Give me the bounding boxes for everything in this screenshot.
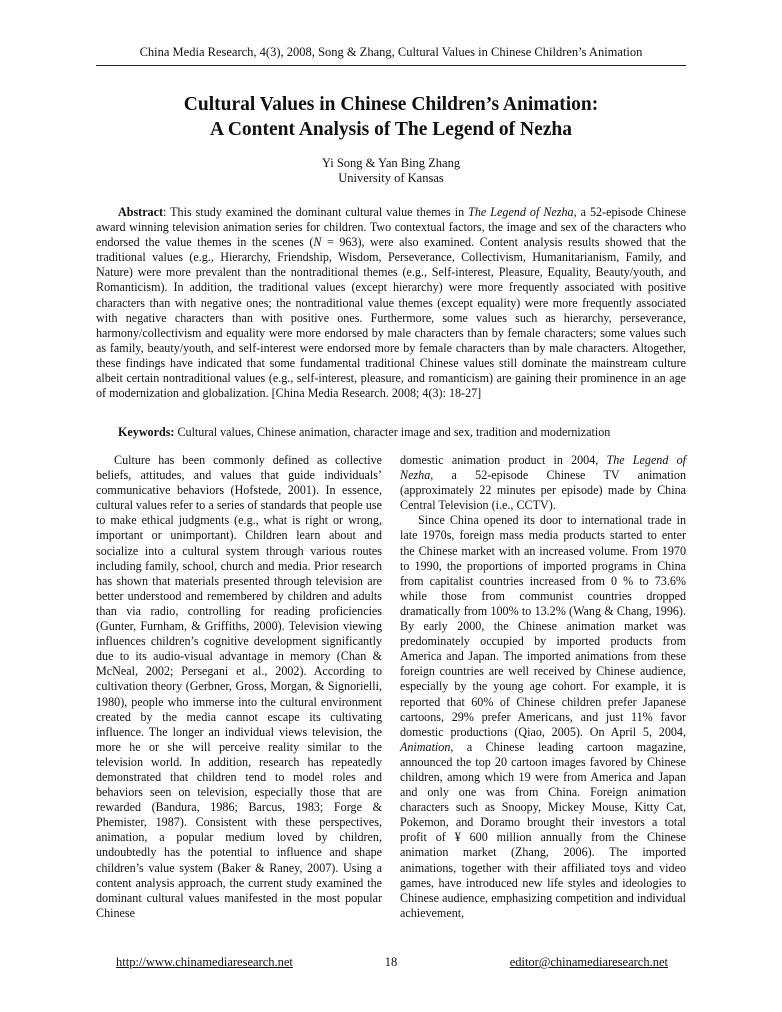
keywords-label: Keywords: bbox=[118, 425, 175, 439]
right-p2-text-a: Since China opened its door to international trade in late 1970s, foreign mass media products started to enter the Chinese market with an increased volume. From 1970 to 1990, the proportions of imported programs in China from capitalist countries increased from 0 % to 73.6% while those from communist countries dropped dramatically from 100% to 13.2% (Wang & Chang, 1996). By early 2000, the Chinese animation market was predominately occupied by imported products from America and Japan. The imported animations from these foreign countries are well received by Chinese audience, especially by the young age cohort. For example, it is reported that 60% of Chinese children prefer Japanese cartoons, 29% prefer Americans, and just 11% favor domestic productions (Qiao, 2005). On April 5, 2004, bbox=[400, 513, 686, 739]
affiliation: University of Kansas bbox=[338, 171, 444, 185]
paper-title bbox=[60, 92, 722, 142]
left-paragraph-1: Culture has been commonly defined as collective beliefs, attitudes, and values that guide individuals’ communicative behaviors (Hofstede, 2001). In essence, cultural values refer to a series of standards that people use to make ethical judgments (e.g., what is right or wrong, important or unimportant). Children learn about and socialize into a cultural system through various routes including family, school, church and media. Prior research has shown that materials presented through television are better understood and remembered by children and adults than via radio, controlling for reading proficiencies (Gunter, Furnham, & Griffiths, 2000). Television viewing influences children’s cognitive development significantly due to its audio-visual advantage in memory (Chan & McNeal, 2002; Persegani et al., 2002). According to cultivation theory (Gerbner, Gross, Morgan, & Signorielli, 1980), people who immerse into the cultural environment created by the media cannot escape its cultivating influence. The longer an individual views television, the more he or she will perceive reality similar to the television world. In addition, research has repeatedly demonstrated that children tend to model roles and behaviors seen on television, especially those that are rewarded (Bandura, 1986; Barcus, 1983; Forge & Phemister, 1987). Consistent with these perspectives, animation, a popular medium loved by children, undoubtedly has the potential to influence and shape children’s value system (Baker & Raney, 2007). Using a content analysis approach, the current study examined the dominant cultural values manifested in the most popular Chinese bbox=[96, 453, 382, 920]
abstract bbox=[96, 205, 686, 401]
abstract-text-3: = 963), were also examined. Content analysis results showed that the traditional values (e.g., Hierarchy, Friendship, Wisdom, Perseverance, Collectivism, Humanitarianism, Family, and Nature) were more prevalent than the nontraditional themes (e.g., Self-interest, Pleasure, Equality, Beauty/youth, and Romanticism). In addition, the traditional values (except hierarchy) were more frequently associated with positive characters than with negative ones; the nontraditional value themes (except equality) were more frequently associated with negative characters than with positive ones. Furthermore, some values such as hierarchy, perseverance, harmony/collectivism and equality were more endorsed by male characters than by female characters; some values such as family, beauty/youth, and self-interest were endorsed more by female characters than by male characters. Altogether, these findings have indicated that some fundamental traditional Chinese values still dominate the mainstream culture albeit certain nontraditional values (e.g., self-interest, pleasure, and romanticism) are gaining their prominence in an age of modernization and globalization. [China Media Research. 2008; 4(3): 18-27] bbox=[96, 235, 686, 401]
abstract-n-symbol: N bbox=[313, 235, 322, 250]
running-header: China Media Research, 4(3), 2008, Song & Zhang, Cultural Values in Chinese Children’s Animation bbox=[139, 45, 643, 59]
keywords bbox=[96, 425, 686, 440]
keywords-text: Cultural values, Chinese animation, character image and sex, tradition and modernization bbox=[174, 425, 611, 439]
right-paragraph-1 bbox=[400, 453, 686, 513]
right-p1-italic-title: The Legend of Nezha bbox=[400, 453, 686, 483]
right-p2-text-b: , a Chinese leading cartoon magazine, announced the top 20 cartoon images favored by Chinese children, among which 19 were from America and Japan and only one was from China. Foreign animation characters such as Snoopy, Mickey Mouse, Kitty Cat, Pokemon, and Doramo brought their investors a total profit of ¥ 600 million annually from the Chinese animation market (Zhang, 2006). The imported animations, together with their affiliated toys and video games, have introduced new life styles and ideologies to Chinese audience, emphasizing competition and individual achievement, bbox=[400, 739, 686, 920]
authors: Yi Song & Yan Bing Zhang bbox=[321, 156, 461, 170]
left-column bbox=[96, 453, 382, 921]
title-line-2: A Content Analysis of The Legend of Nezha bbox=[209, 119, 573, 140]
abstract-label: Abstract bbox=[118, 205, 164, 219]
title-line-1: Cultural Values in Chinese Children’s Animation: bbox=[183, 94, 599, 115]
abstract-italic-title: The Legend of Nezha bbox=[468, 205, 574, 219]
right-p2-italic-magazine: Animation bbox=[400, 739, 451, 754]
abstract-text-2: , a 52-episode Chinese award winning television animation series for children. Two contextual factors, the image and sex of the characters who endorsed the value themes in the scenes ( bbox=[96, 205, 686, 250]
right-p1-text-a: domestic animation product in 2004, bbox=[400, 453, 607, 467]
author-block bbox=[0, 156, 782, 186]
right-p1-text-b: , a 52-episode Chinese TV animation (approximately 22 minutes per episode) made by China Central Television (i.e., CCTV). bbox=[400, 468, 686, 513]
abstract-text-1: : This study examined the dominant cultural value themes in bbox=[163, 205, 469, 219]
footer-url-link[interactable]: http://www.chinamediaresearch.net bbox=[116, 955, 293, 969]
right-paragraph-2 bbox=[400, 513, 686, 921]
right-column bbox=[400, 453, 686, 921]
header-rule bbox=[96, 65, 686, 66]
footer-email-link[interactable]: editor@chinamediaresearch.net bbox=[509, 955, 668, 969]
page-number: 18 bbox=[384, 955, 398, 969]
